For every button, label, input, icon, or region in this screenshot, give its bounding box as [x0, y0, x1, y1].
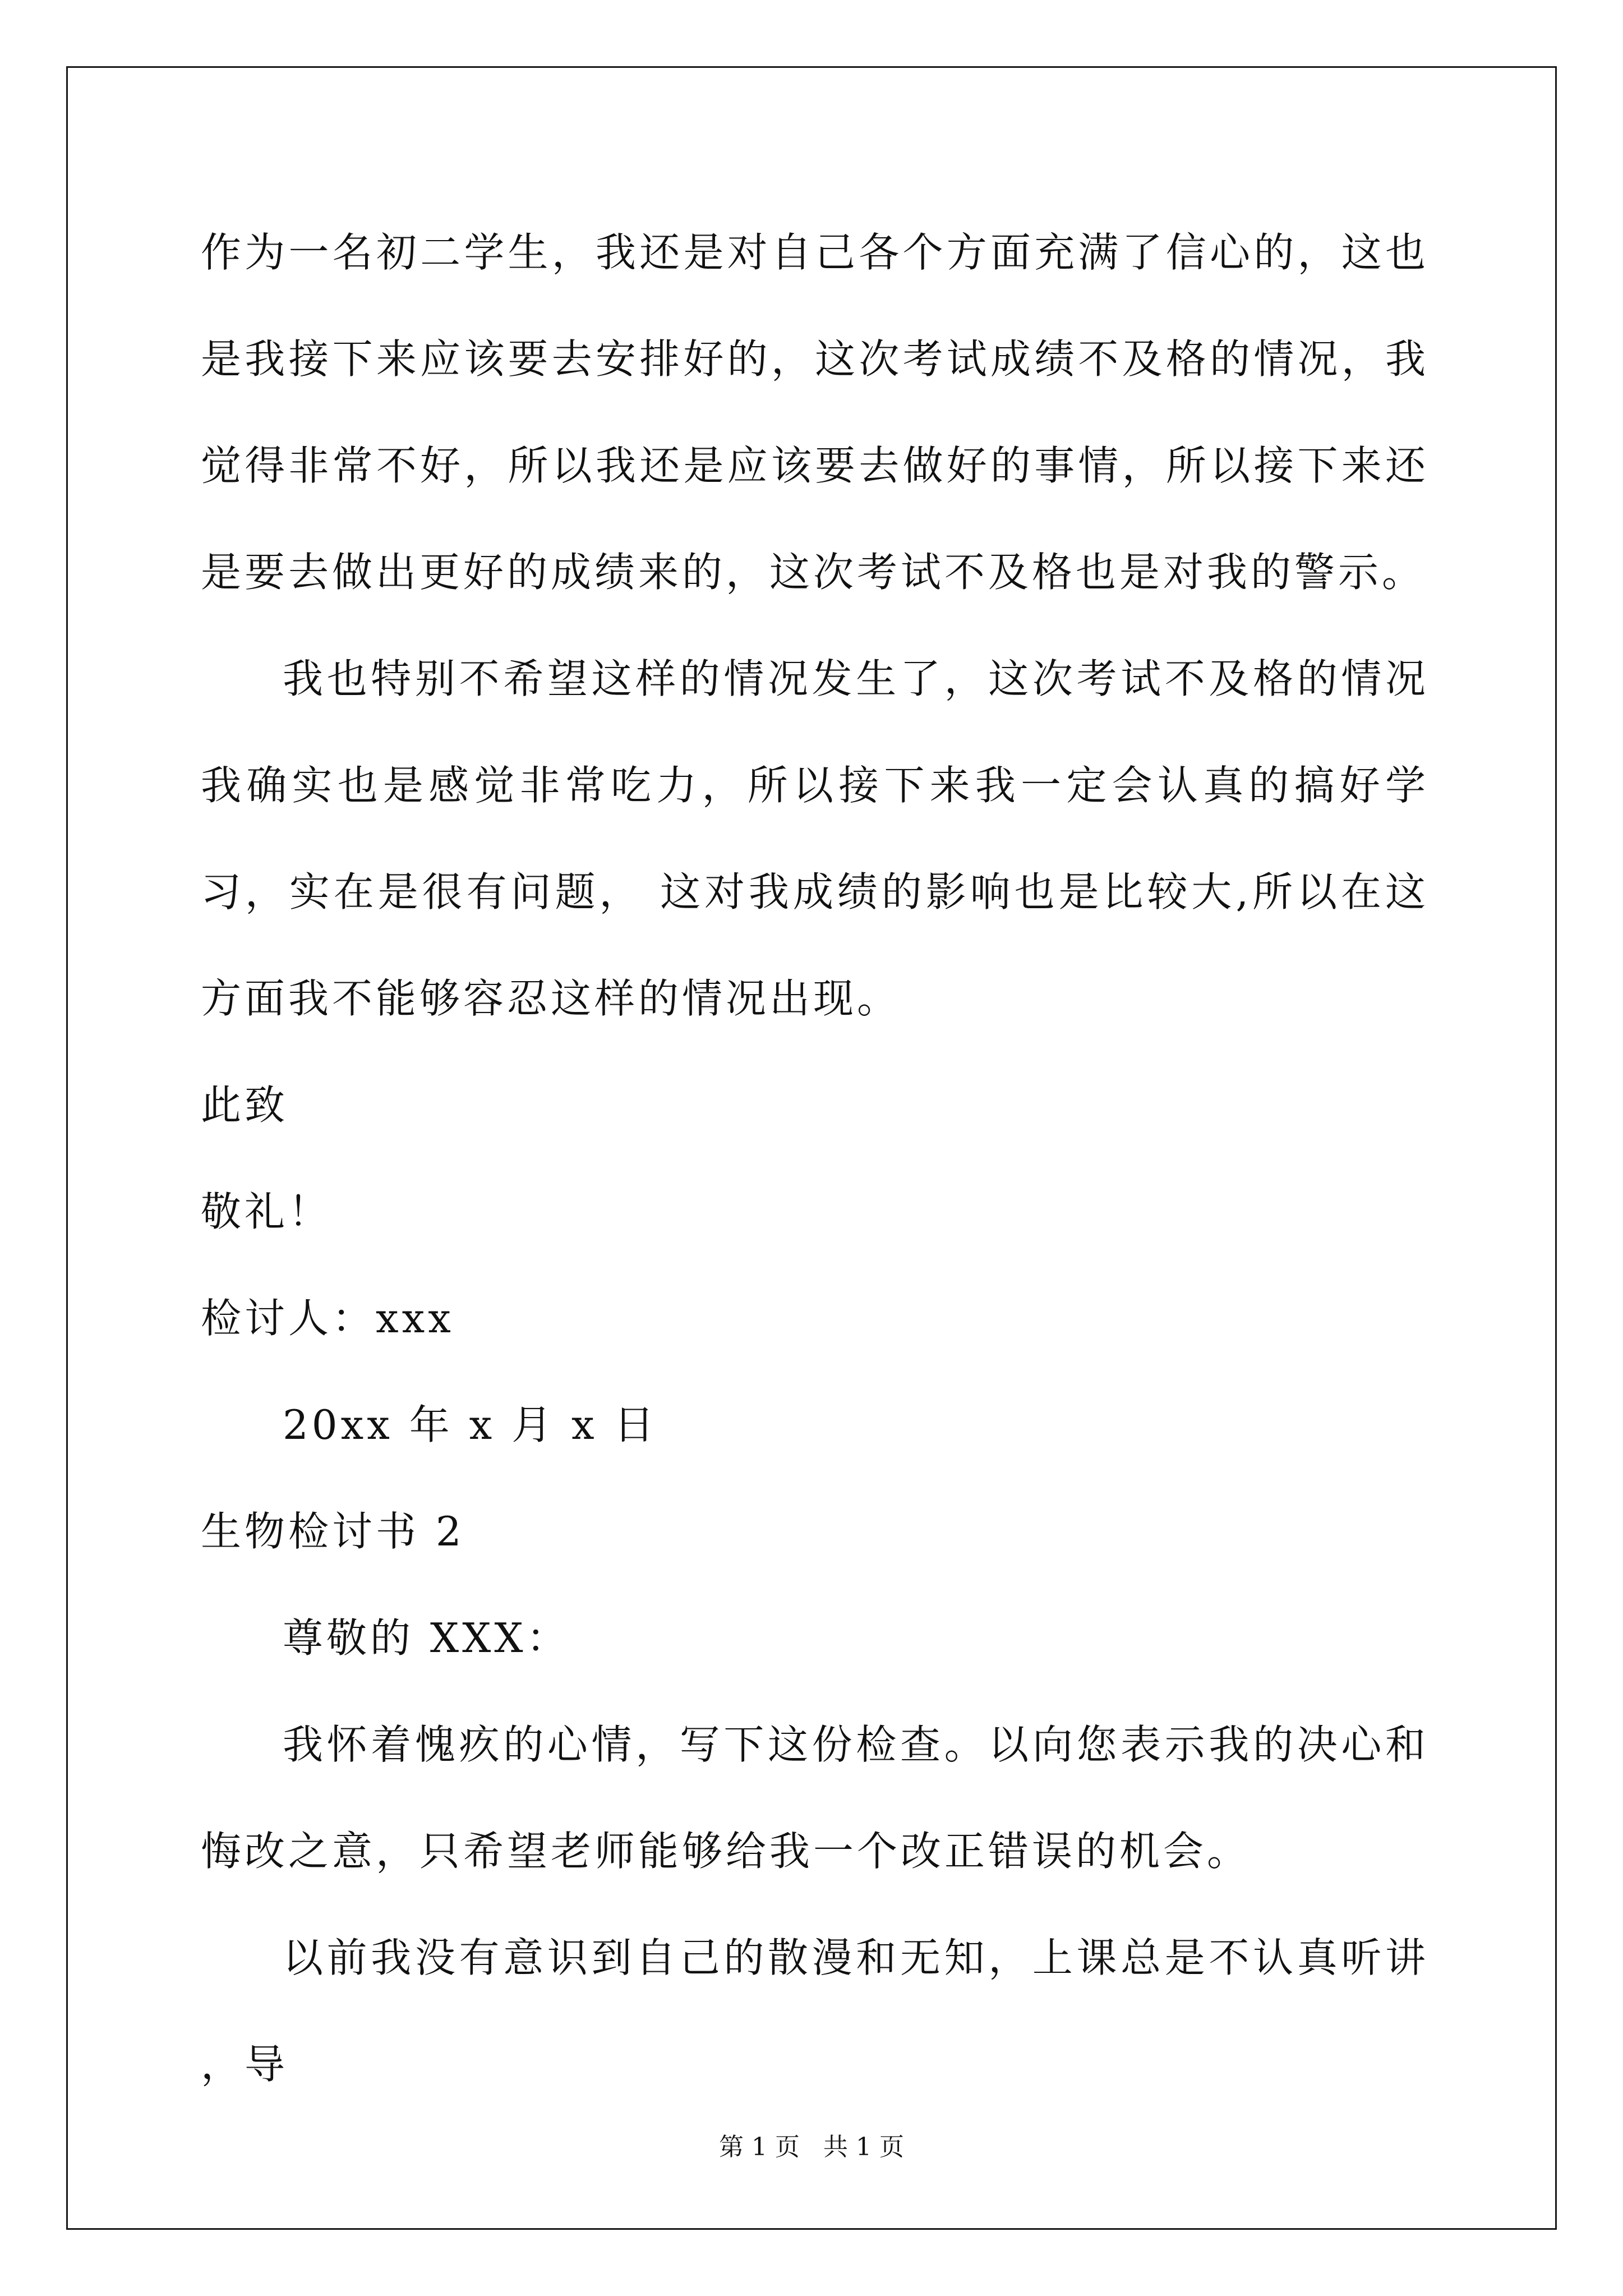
- section-title: 生物检讨书 2: [201, 1508, 465, 1555]
- date-line: 20xx 年 x 月 x 日: [283, 1401, 658, 1448]
- paragraph-1: 作为一名初二学生，我还是对自己各个方面充满了信心的，这也是我接下来应该要去安排好的，这次考试成绩不及格的情况，我觉得非常不好，所以我还是应该要去做好的事情，所以接下来还是要去做出更好的成绩来的，这次考试不及格也是对我的警示。: [201, 229, 1429, 596]
- paragraph-4: 以前我没有意识到自己的散漫和无知，上课总是不认真听讲 ，导: [201, 1934, 1429, 2088]
- page-number: 第 1 页: [719, 2133, 800, 2161]
- paragraph-2: 我也特别不希望这样的情况发生了，这次考试不及格的情况我确实也是感觉非常吃力，所以接下来我一定会认真的搞好学习，实在是很有问题， 这对我成绩的影响也是比较大,所以在这方面我不能够容忍这样的情况出现。: [201, 655, 1429, 1022]
- document-body: [201, 199, 1429, 2118]
- closing-respect: 敬礼！: [201, 1188, 333, 1235]
- paragraph-3: 我怀着愧疚的心情，写下这份检查。以向您表示我的决心和悔改之意，只希望老师能够给我一个改正错误的机会。: [201, 1721, 1429, 1875]
- signature-line: 检讨人：xxx: [201, 1295, 454, 1342]
- greeting-line: 尊敬的 XXX：: [283, 1614, 570, 1662]
- page-footer: [0, 2131, 1623, 2164]
- closing-salutation: 此致: [201, 1082, 289, 1129]
- page-total: 共 1 页: [823, 2133, 904, 2161]
